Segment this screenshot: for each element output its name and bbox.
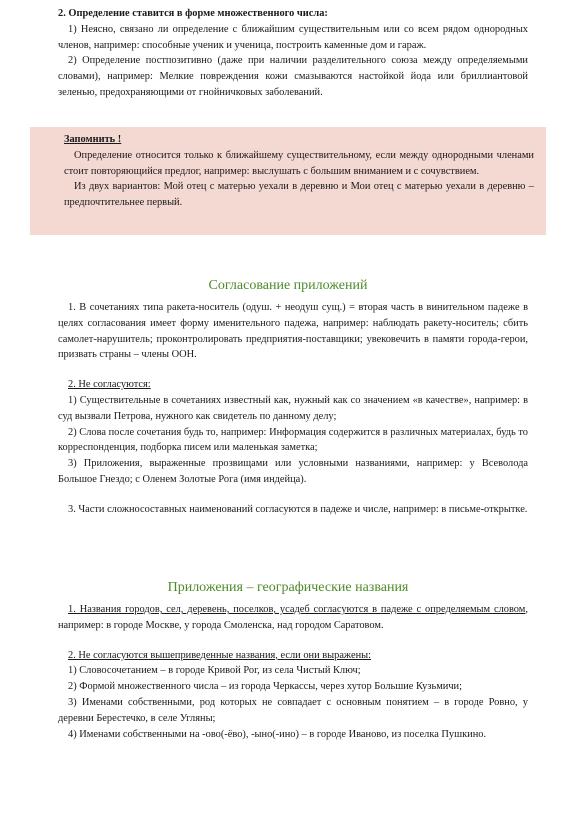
section-geographic-names	[58, 602, 528, 742]
paragraph: Из двух вариантов: Мой отец с матерью уехали в деревню и Мои отец с матерью уехали в деревню – предпочтительнее первый.	[64, 181, 534, 209]
paragraph: 1) Существительные в сочетаниях известный как, нужный как со значением «в качестве», например: в суд вызвали Петрова, нужного как свидетель по данному делу;	[58, 394, 528, 422]
paragraph: 1) Словосочетанием – в городе Кривой Рог, из села Чистый Ключ;	[68, 665, 361, 677]
paragraph: 3. Части сложносоставных наименований согласуются в падеже и числе, например: в письме-открытке.	[68, 503, 528, 515]
section-appositives	[58, 300, 528, 518]
paragraph: Определение относится только к ближайшему существительному, если между однородными членами стоит повторяющийся предлог, например: выслушать с большим вниманием и с сочувствием.	[64, 149, 534, 177]
subsection-title: 2. Не согласуются:	[68, 379, 151, 391]
paragraph: 1. В сочетаниях типа ракета-носитель (одуш. + неодуш сущ.) = вторая часть в винительном падеже в целях согласования имеет форму именительного падежа, например: наблюдать ракету-носитель; сбить самолет-нарушитель; проконтролировать предприятия-поставщики; увековечить в памяти города-герои, призвать страны – члены ООН.	[58, 302, 528, 361]
paragraph: 3) Приложения, выраженные прозвищами или условными названиями, например: у Всеволода Большое Гнездо; с Оленем Золотые Рога (имя индейца).	[58, 458, 528, 485]
section-title: 2. Определение ставится в форме множественного числа:	[58, 8, 328, 19]
remember-box	[30, 127, 546, 235]
paragraph: 2) Определение постпозитивно (даже при наличии разделительного союза между определяемыми словами), например: Мелкие повреждения кожи смазываются настойкой йода или бриллиантовой зеленью, предохраняющими от гнойничковых заболеваний.	[58, 55, 528, 98]
paragraph	[58, 602, 528, 634]
paragraph: 2) Формой множественного числа – из города Черкассы, через хутор Большие Кузьмичи;	[68, 681, 463, 693]
section-heading: Согласование приложений	[208, 278, 368, 293]
remember-title: Запомнить !	[64, 134, 122, 145]
paragraph: 2) Слова после сочетания будь то, например: Информация содержится в различных материалах, будь то корреспонденция, подборка писем или маленькая заметка;	[58, 426, 528, 454]
rule-example: , например: в городе Москве, у города Смоленска, над городом Саратовом.	[58, 604, 528, 631]
subsection-title: 2. Не согласуются вышеприведенные названия, если они выражены:	[68, 649, 372, 661]
paragraph: 4) Именами собственными на -ово(-ёво), -ыно(-ино) – в городе Иваново, из поселка Пушкино.	[68, 728, 487, 740]
paragraph: 3) Именами собственными, род которых не совпадает с основным понятием – в городе Ровно, у деревни Берестечко, в селе Угляны;	[58, 696, 528, 724]
paragraph: 1) Неясно, связано ли определение с ближайшим существительным или со всем рядом однородных членов, например: способные ученик и ученица, построить каменные дом и гараж.	[58, 23, 528, 51]
section-heading: Приложения – географические названия	[167, 580, 409, 595]
section-plural-definition	[58, 6, 528, 101]
underlined-rule: 1. Названия городов, сел, деревень, поселков, усадеб согласуются в падеже с определяемым словом	[68, 604, 526, 615]
